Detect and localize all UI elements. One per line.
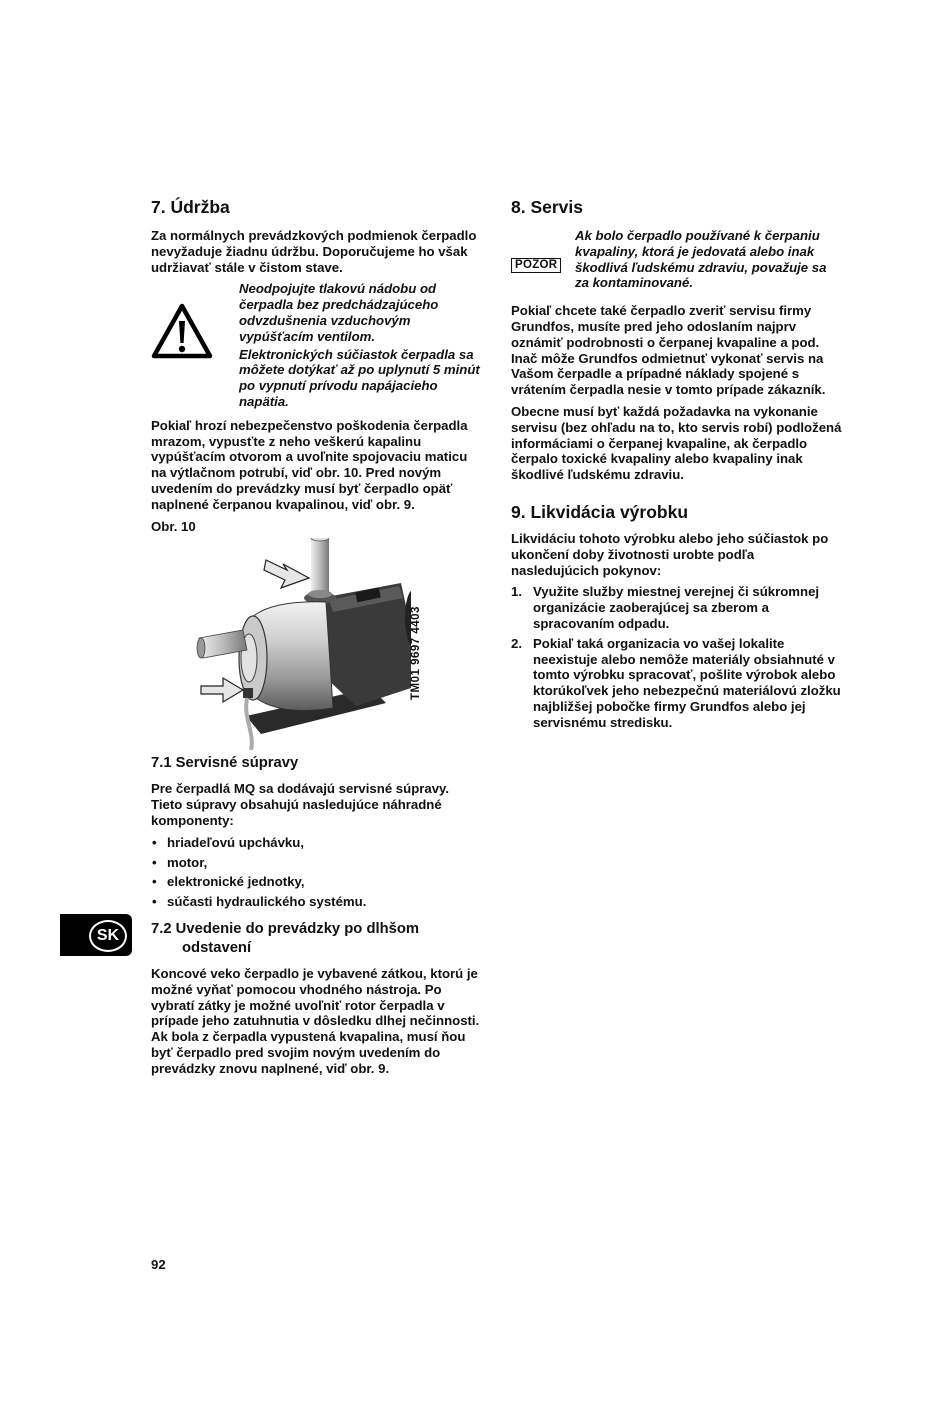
list-item: • elektronické jednotky,: [151, 874, 483, 890]
list-item: 1. Využite služby miestnej verejnej či súkromnej organizácie zaoberajúcej sa zberom a spracovaním odpadu.: [511, 584, 820, 631]
figure-label: Obr. 10: [151, 518, 196, 534]
section-9-intro: Likvidáciu tohoto výrobku alebo jeho súčiastok po ukončení doby životnosti urobte podľa nasledujúcich pokynov:: [511, 530, 829, 578]
section-7-1-title: 7.1 Servisné súpravy: [151, 755, 299, 772]
section-7-1-intro: Pre čerpadlá MQ sa dodávajú servisné súpravy. Tieto súpravy obsahujú nasledujúce náhradné komponenty:: [151, 781, 450, 828]
list-item: 2. Pokiaľ taká organizacia vo vašej lokalite neexistuje alebo nemôže materiály obsiahnuté v tomto výrobku spracovať, pošlite výrobok alebo ktorúkoľvek jeho nebezpečnú materiálovú zložku najbližšej pobočke firmy Grundfos alebo jej servisnému stredisku.: [511, 635, 841, 730]
list-item: • súčasti hydraulického systému.: [151, 894, 483, 910]
frost-paragraph: Pokiaľ hrozí nebezpečenstvo poškodenia čerpadla mrazom, vypusťte z neho veškerú kapalinu vypúšťacím otvorom a uvoľnite spojovaciu maticu na výtlačnom potrubí, viď obr. 10. Pred novým uvedením do prevádzky musí byť čerpadlo opäť naplnené čerpanou kvapalinou, viď obr. 9.: [151, 417, 468, 512]
caution-block: [511, 228, 843, 291]
section-8-paragraph-1: Pokiaľ chcete také čerpadlo zveriť servisu firmy Grundfos, musíte pred jeho odoslaním najprv oznámiť podrobnosti o čerpanej kvapaline a pod. Inač môže Grundfos odmietnuť vykonať servis na Vašom čerpadle a prípadné náklady spojené s vrátením čerpadla nesie v tomto prípade zákazník.: [511, 303, 826, 398]
section-8-paragraph-2: Obecne musí byť každá požadavka na vykonanie servisu (bez ohľadu na to, kto servis robí) podložená informáciami o čerpanej kvapaline, ak čerpadlo čerpalo toxické kvapaliny alebo kvapaliny inak škodlivé ľudskému zdraviu.: [511, 403, 842, 483]
section-7-title: 7. Údržba: [151, 197, 230, 217]
list-item: • motor,: [151, 855, 483, 871]
warning-block: [151, 281, 483, 411]
left-column: [151, 196, 483, 1083]
figure-code: TM01 9697 4403: [410, 606, 422, 701]
section-7-intro: Za normálnych prevádzkových podmienok čerpadlo nevyžaduje žiadnu údržbu. Doporučujeme ho však udržiavať stále v čistom stave.: [151, 228, 477, 275]
page-number: 92: [151, 1257, 166, 1272]
disposal-steps: [511, 584, 843, 730]
warning-2: Elektronických súčiastok čerpadla sa môžete dotýkať až po uplynutí 5 minút po vypnutí prívodu napájacieho napätia.: [239, 346, 480, 409]
service-kit-list: [151, 835, 483, 910]
language-badge: [60, 914, 132, 956]
warning-1: Neodpojujte tlakovú nádobu od čerpadla bez predchádzajúceho odvzdušnenia vzduchovým vypúšťacím ventilom.: [239, 281, 439, 344]
list-item: • hriadeľovú upchávku,: [151, 835, 483, 851]
right-column: [511, 196, 843, 735]
caution-text: Ak bolo čerpadlo používané k čerpaniu kvapaliny, ktorá je jedovatá alebo inak škodlivá ľudskému zdraviu, považuje sa za kontaminované.: [575, 228, 827, 291]
section-9-title: 9. Likvidácia výrobku: [511, 501, 689, 522]
warning-text: [239, 281, 483, 411]
section-7-2-paragraph: Koncové veko čerpadlo je vybavené zátkou, ktorú je možné vyňať pomocou vhodného nástroja. Po vybratí zátky je možné uvoľniť rotor čerpadla v prípade jeho zatuhnutia v dôsledku dlhej nečinnosti. Ak bola z čerpadla vypustená kvapalina, musí ňou byť čerpadlo pred svojim novým uvedením do prevádzky znovu naplnené, viď obr. 9.: [151, 965, 480, 1076]
pump-figure: [151, 538, 483, 750]
section-7-2-title: 7.2 Uvedenie do prevádzky po dlhšom odstavení: [151, 920, 420, 956]
pump-illustration: [151, 538, 411, 750]
caution-label: POZOR: [511, 258, 561, 273]
language-code: SK: [89, 920, 127, 952]
section-8-title: 8. Servis: [511, 197, 583, 217]
warning-triangle-icon: [151, 281, 239, 411]
